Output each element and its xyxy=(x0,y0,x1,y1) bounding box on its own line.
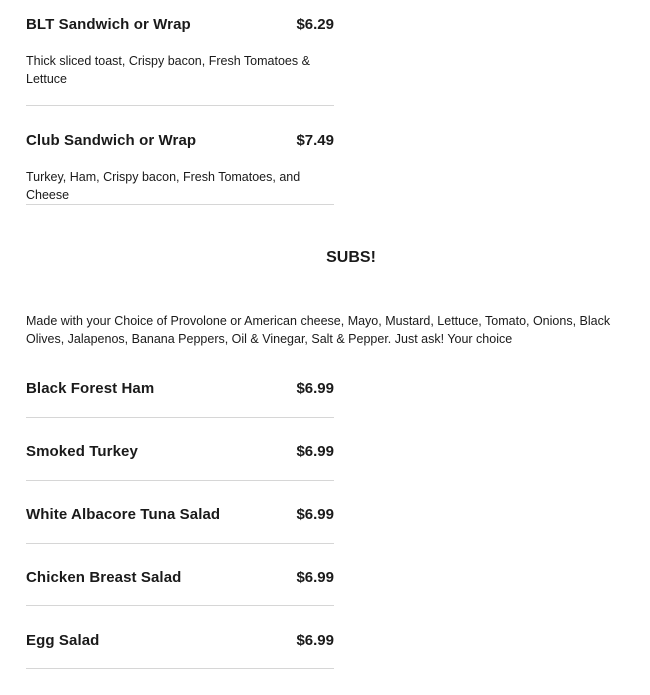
menu-item-price: $6.99 xyxy=(296,569,334,586)
menu-item-egg-salad xyxy=(26,632,334,652)
menu-item-price: $7.49 xyxy=(296,132,334,149)
menu-item-header xyxy=(26,506,334,526)
menu-item-name: Club Sandwich or Wrap xyxy=(26,132,197,149)
menu-item-header xyxy=(26,380,334,400)
menu-item-price: $6.99 xyxy=(296,506,334,523)
menu-item-name: Black Forest Ham xyxy=(26,380,155,397)
menu-item-header xyxy=(26,632,334,652)
menu-item-name: BLT Sandwich or Wrap xyxy=(26,16,191,33)
menu-item-price: $6.99 xyxy=(296,380,334,397)
divider xyxy=(26,105,334,106)
menu-item-name: White Albacore Tuna Salad xyxy=(26,506,221,523)
menu-item-name: Egg Salad xyxy=(26,632,100,649)
divider xyxy=(26,668,334,669)
menu-item-price: $6.99 xyxy=(296,443,334,460)
divider xyxy=(26,543,334,544)
menu-item-description: Turkey, Ham, Crispy bacon, Fresh Tomatoes, and Cheese xyxy=(26,170,301,202)
divider xyxy=(26,480,334,481)
menu-item-black-forest-ham xyxy=(26,380,334,400)
menu-item-name: Smoked Turkey xyxy=(26,443,138,460)
menu-item-white-albacore-tuna-salad xyxy=(26,506,334,526)
section-description-subs: Made with your Choice of Provolone or American cheese, Mayo, Mustard, Lettuce, Tomato, Onions, Black Olives, Jalapenos, Banana Peppers, Oil & Vinegar, Salt & Pepper. Just ask! Your choice xyxy=(26,314,611,346)
menu-item-club xyxy=(26,132,334,204)
menu-item-price: $6.29 xyxy=(296,16,334,33)
menu-item-chicken-breast-salad xyxy=(26,569,334,589)
divider xyxy=(26,417,334,418)
divider xyxy=(26,605,334,606)
menu-item-name: Chicken Breast Salad xyxy=(26,569,182,586)
menu-item-blt xyxy=(26,16,334,88)
divider xyxy=(26,204,334,205)
menu-item-header xyxy=(26,16,334,36)
section-title-subs: SUBS! xyxy=(326,249,376,266)
menu-item-smoked-turkey xyxy=(26,443,334,463)
menu-item-header xyxy=(26,569,334,589)
menu-item-header xyxy=(26,132,334,152)
menu-item-header xyxy=(26,443,334,463)
menu-item-price: $6.99 xyxy=(296,632,334,649)
menu-item-description: Thick sliced toast, Crispy bacon, Fresh Tomatoes & Lettuce xyxy=(26,54,310,86)
